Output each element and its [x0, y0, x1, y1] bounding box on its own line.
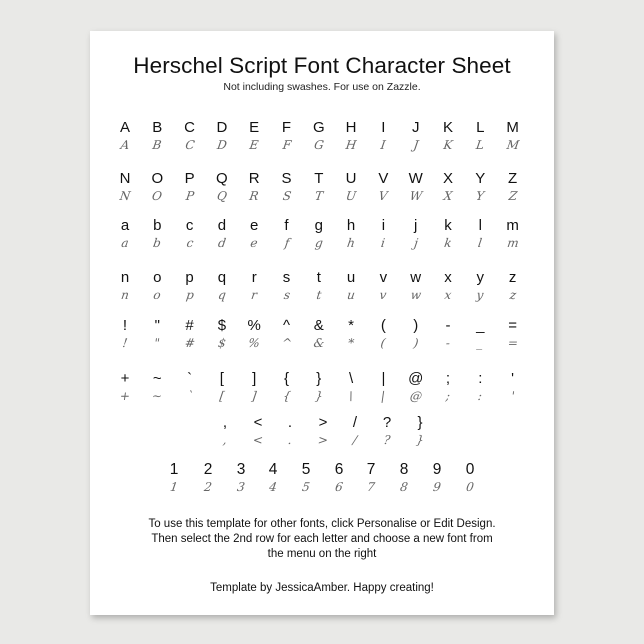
- script-glyph: @: [408, 389, 423, 403]
- script-glyph: <: [251, 433, 265, 447]
- script-glyph: $: [217, 336, 227, 350]
- plain-glyph: -: [445, 317, 451, 334]
- script-glyph: 1: [169, 480, 179, 494]
- script-glyph: H: [344, 138, 358, 152]
- plain-glyph: h: [346, 217, 356, 234]
- plain-glyph: ~: [152, 370, 162, 387]
- plain-glyph: F: [281, 119, 292, 136]
- script-glyph: &: [312, 336, 326, 350]
- script-glyph: V: [378, 189, 389, 203]
- instructions: [90, 517, 554, 562]
- script-glyph: G: [313, 138, 325, 152]
- plain-glyph: y: [476, 269, 485, 286]
- script-glyph: ;: [444, 389, 451, 403]
- script-glyph: K: [442, 138, 454, 152]
- script-glyph: [: [218, 389, 226, 403]
- plain-glyph: ;: [445, 370, 451, 387]
- plain-glyph: s: [282, 269, 291, 286]
- script-glyph: (: [380, 336, 387, 350]
- template-credit: Template by JessicaAmber. Happy creating!: [210, 582, 434, 594]
- script-glyph: #: [183, 336, 196, 350]
- plain-glyph: w: [410, 269, 422, 286]
- plain-glyph: S: [281, 170, 292, 187]
- script-glyph: F: [281, 138, 292, 152]
- script-glyph: Q: [215, 189, 228, 203]
- script-glyph: A: [119, 138, 131, 152]
- plain-glyph: .: [287, 414, 293, 431]
- script-glyph: n: [120, 288, 130, 302]
- plain-glyph: M: [506, 119, 519, 136]
- script-glyph: ": [153, 336, 162, 350]
- plain-glyph: n: [120, 269, 130, 286]
- plain-glyph: 0: [465, 461, 475, 478]
- plain-glyph: b: [153, 217, 162, 234]
- plain-glyph: j: [414, 217, 418, 234]
- plain-glyph: ^: [282, 317, 291, 334]
- sheet-title: Herschel Script Font Character Sheet: [133, 53, 511, 78]
- script-glyph: w: [409, 288, 422, 302]
- plain-glyph: ?: [382, 414, 392, 431]
- script-glyph: R: [248, 189, 260, 203]
- plain-glyph: 7: [366, 461, 376, 478]
- character-row: [90, 317, 554, 357]
- plain-glyph: A: [119, 119, 130, 136]
- script-glyph: h: [346, 236, 356, 250]
- plain-glyph: }: [316, 370, 322, 387]
- plain-glyph: ,: [222, 414, 228, 431]
- script-glyph: B: [151, 138, 163, 152]
- script-glyph: ^: [280, 336, 293, 350]
- script-glyph: P: [184, 189, 195, 203]
- script-glyph: d: [217, 236, 227, 250]
- script-glyph: f: [283, 236, 290, 250]
- script-glyph: g: [313, 236, 324, 250]
- script-glyph: I: [380, 138, 387, 152]
- plain-glyph: J: [411, 119, 420, 136]
- script-glyph: O: [151, 189, 164, 203]
- script-glyph: x: [443, 288, 453, 302]
- plain-glyph: :: [478, 370, 483, 387]
- plain-glyph: r: [251, 269, 257, 286]
- script-glyph: e: [249, 236, 259, 250]
- plain-glyph: Z: [508, 170, 518, 187]
- plain-glyph: 9: [432, 461, 442, 478]
- character-row: [90, 170, 554, 210]
- script-glyph: 2: [203, 480, 213, 494]
- script-glyph: k: [443, 236, 453, 250]
- plain-glyph: ': [511, 370, 515, 387]
- script-glyph: 0: [465, 480, 475, 494]
- plain-glyph: m: [506, 217, 519, 234]
- plain-glyph: p: [185, 269, 194, 286]
- script-glyph: M: [505, 138, 520, 152]
- plain-glyph: 6: [334, 461, 344, 478]
- plain-glyph: 5: [301, 461, 311, 478]
- plain-glyph: @: [408, 370, 424, 387]
- plain-glyph: >: [318, 414, 328, 431]
- script-glyph: i: [380, 236, 387, 250]
- script-glyph: +: [118, 389, 132, 403]
- script-glyph: *: [347, 336, 356, 350]
- plain-glyph: o: [153, 269, 162, 286]
- plain-glyph: t: [316, 269, 321, 286]
- plain-glyph: P: [184, 170, 195, 187]
- script-glyph: ]: [250, 389, 258, 403]
- plain-glyph: d: [217, 217, 227, 234]
- character-sheet-poster: [90, 31, 554, 615]
- script-glyph: 8: [399, 480, 409, 494]
- plain-glyph: [: [219, 370, 224, 387]
- plain-glyph: c: [185, 217, 194, 234]
- plain-glyph: H: [345, 119, 357, 136]
- script-glyph: c: [185, 236, 194, 250]
- script-glyph: -: [444, 336, 452, 350]
- script-glyph: ': [509, 389, 516, 403]
- plain-glyph: Q: [216, 170, 228, 187]
- script-glyph: 4: [268, 480, 278, 494]
- plain-glyph: (: [380, 317, 386, 334]
- script-glyph: v: [379, 288, 388, 302]
- script-glyph: Y: [475, 189, 486, 203]
- script-glyph: %: [247, 336, 261, 350]
- character-row: [90, 414, 554, 454]
- script-glyph: X: [442, 189, 454, 203]
- script-glyph: 6: [334, 480, 344, 494]
- script-glyph: m: [505, 236, 520, 250]
- script-glyph: y: [475, 288, 485, 302]
- script-glyph: C: [184, 138, 196, 152]
- plain-glyph: I: [381, 119, 386, 136]
- script-glyph: =: [506, 336, 519, 350]
- plain-glyph: a: [120, 217, 130, 234]
- instructions-line-2: Then select the 2nd row for each letter and choose a new font from: [151, 533, 493, 545]
- script-glyph: z: [508, 288, 517, 302]
- plain-glyph: X: [442, 170, 453, 187]
- script-glyph: ): [412, 336, 420, 350]
- plain-glyph: 4: [268, 461, 278, 478]
- plain-glyph: 1: [169, 461, 179, 478]
- plain-glyph: G: [312, 119, 325, 136]
- plain-glyph: z: [508, 269, 517, 286]
- script-glyph: E: [248, 138, 260, 152]
- script-glyph: s: [282, 288, 291, 302]
- script-glyph: L: [475, 138, 486, 152]
- plain-glyph: 3: [236, 461, 246, 478]
- sheet-subtitle: Not including swashes. For use on Zazzle.: [223, 81, 421, 93]
- script-glyph: S: [281, 189, 292, 203]
- plain-glyph: V: [378, 170, 389, 187]
- plain-glyph: K: [442, 119, 453, 136]
- character-row: [90, 217, 554, 257]
- plain-glyph: g: [314, 217, 323, 234]
- script-glyph: D: [216, 138, 228, 152]
- plain-glyph: l: [478, 217, 482, 234]
- script-glyph: /: [351, 433, 358, 447]
- plain-glyph: ": [154, 317, 160, 334]
- script-glyph: }: [313, 389, 324, 403]
- script-glyph: .: [287, 433, 293, 447]
- plain-glyph: 2: [203, 461, 213, 478]
- plain-glyph: !: [122, 317, 128, 334]
- script-glyph: ,: [222, 433, 228, 447]
- plain-glyph: C: [184, 119, 196, 136]
- plain-glyph: |: [381, 370, 386, 387]
- plain-glyph: q: [217, 269, 227, 286]
- script-glyph: >: [316, 433, 330, 447]
- plain-glyph: i: [381, 217, 386, 234]
- plain-glyph: *: [348, 317, 355, 334]
- plain-glyph: W: [408, 170, 423, 187]
- character-row: [90, 119, 554, 159]
- plain-glyph: O: [151, 170, 164, 187]
- script-glyph: {: [281, 389, 292, 403]
- plain-glyph: L: [476, 119, 485, 136]
- plain-glyph: v: [379, 269, 388, 286]
- script-glyph: 9: [432, 480, 442, 494]
- instructions-line-1: To use this template for other fonts, click Personalise or Edit Design.: [148, 518, 496, 530]
- script-glyph: |: [380, 389, 387, 403]
- plain-glyph: T: [314, 170, 324, 187]
- plain-glyph: R: [248, 170, 260, 187]
- instructions-line-3: the menu on the right: [267, 548, 377, 560]
- script-glyph: \: [348, 389, 355, 403]
- plain-glyph: k: [444, 217, 452, 234]
- plain-glyph: <: [253, 414, 263, 431]
- script-glyph: t: [315, 288, 323, 302]
- script-glyph: }: [415, 433, 425, 447]
- plain-glyph: $: [217, 317, 227, 334]
- script-glyph: U: [345, 189, 358, 203]
- plain-glyph: N: [119, 170, 131, 187]
- script-glyph: Z: [507, 189, 518, 203]
- plain-glyph: +: [120, 370, 130, 387]
- digit-row: [90, 461, 554, 501]
- plain-glyph: f: [284, 217, 289, 234]
- plain-glyph: `: [187, 370, 193, 387]
- script-glyph: a: [120, 236, 130, 250]
- script-glyph: q: [217, 288, 227, 302]
- plain-glyph: ]: [252, 370, 257, 387]
- script-glyph: o: [152, 288, 162, 302]
- plain-glyph: 8: [399, 461, 409, 478]
- script-glyph: _: [476, 336, 485, 350]
- script-glyph: J: [412, 138, 420, 152]
- script-glyph: ?: [382, 433, 392, 447]
- script-glyph: l: [477, 236, 484, 250]
- plain-glyph: x: [444, 269, 452, 286]
- plain-glyph: _: [476, 317, 485, 334]
- script-glyph: p: [184, 288, 195, 302]
- script-glyph: N: [118, 189, 132, 203]
- plain-glyph: ): [413, 317, 419, 334]
- character-row: [90, 269, 554, 309]
- script-glyph: 3: [236, 480, 246, 494]
- script-glyph: r: [250, 288, 259, 302]
- plain-glyph: D: [216, 119, 228, 136]
- script-glyph: !: [121, 336, 129, 350]
- plain-glyph: Y: [475, 170, 486, 187]
- script-glyph: u: [346, 288, 356, 302]
- plain-glyph: }: [417, 414, 423, 431]
- script-glyph: `: [185, 389, 194, 403]
- plain-glyph: =: [508, 317, 517, 334]
- script-glyph: T: [313, 189, 324, 203]
- plain-glyph: %: [247, 317, 261, 334]
- script-glyph: ~: [151, 389, 164, 403]
- script-glyph: 5: [301, 480, 311, 494]
- plain-glyph: u: [346, 269, 356, 286]
- character-row: [90, 370, 554, 410]
- plain-glyph: &: [313, 317, 324, 334]
- script-glyph: 7: [366, 480, 376, 494]
- script-glyph: j: [412, 236, 419, 250]
- script-glyph: :: [477, 389, 484, 403]
- script-glyph: b: [152, 236, 163, 250]
- plain-glyph: U: [345, 170, 357, 187]
- script-glyph: W: [408, 189, 423, 203]
- plain-glyph: \: [349, 370, 354, 387]
- plain-glyph: B: [152, 119, 163, 136]
- plain-glyph: E: [249, 119, 260, 136]
- plain-glyph: e: [250, 217, 259, 234]
- plain-glyph: {: [283, 370, 289, 387]
- plain-glyph: #: [185, 317, 194, 334]
- plain-glyph: /: [352, 414, 358, 431]
